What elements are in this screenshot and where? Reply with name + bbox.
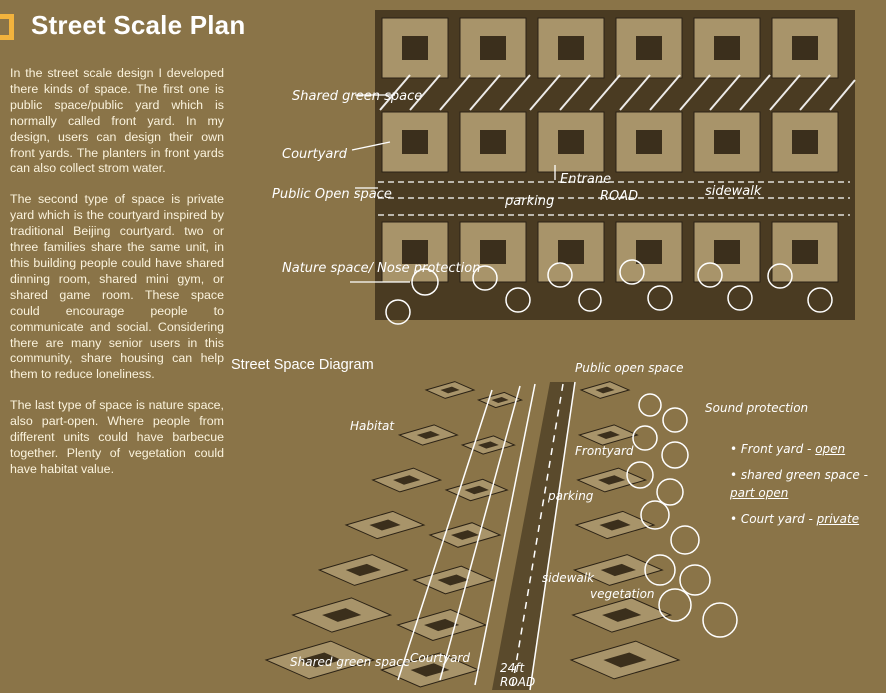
diagram-legend [730, 440, 880, 536]
plan-courtyard-0-0 [402, 36, 428, 60]
plan-courtyard-0-1 [480, 36, 506, 60]
paragraph-3: The last type of space is nature space, also part-open. Where people from different units could have barbecue together. Plenty of vegetation could have habitat value. [10, 398, 224, 476]
plan-label-entrance: Entrane [560, 172, 612, 187]
plan-courtyard-0-4 [714, 36, 740, 60]
plan-courtyard-1-4 [714, 130, 740, 154]
diagram-label-parking: parking [548, 489, 594, 503]
plan-courtyard-2-4 [714, 240, 740, 264]
diagram-label-public-open: Public open space [575, 361, 684, 375]
diagram-label-sidewalk: sidewalk [542, 571, 595, 585]
diagram-label-habitat: Habitat [350, 419, 395, 433]
plan-courtyard-1-0 [402, 130, 428, 154]
plan-courtyard-2-2 [558, 240, 584, 264]
legend-item-courtyard: • Court yard - private [730, 512, 860, 526]
paragraph-1: In the street scale design I developed there kinds of space. The first one is public space/public yard which is normally called front yard. In my design, users can design their own front yards. The planters in front yards can also collect strom water. [10, 66, 224, 176]
diagram-label-road: ROAD [500, 675, 536, 689]
legend-item-front-yard: • Front yard - open [730, 442, 846, 456]
paragraph-2: The second type of space is private yard which is the courtyard inspired by traditional Beijing courtyard. two or three families share the same unit, in this building people could have shared dinning room, shared mini gym, or shared game room. These space could encourage people to communicate and social. Considering there are many senior users in this community, share housing can help them to reduce loneliness. [10, 192, 224, 382]
page-title: Street Scale Plan [31, 10, 246, 40]
plan-label-public-open: Public Open space [272, 187, 392, 202]
legend-item-shared-green: • shared green space - part open [730, 468, 868, 500]
description-text [10, 66, 224, 493]
plan-courtyard-2-3 [636, 240, 662, 264]
diagram-label-road-width: 24ft [500, 661, 525, 675]
plan-label-nature: Nature space/ Nose protection [282, 261, 481, 276]
diagram-label-shared-green: Shared green space [290, 655, 411, 669]
plan-courtyard-0-5 [792, 36, 818, 60]
plan-label-courtyard: Courtyard [282, 147, 347, 162]
plan-courtyard-2-5 [792, 240, 818, 264]
plan-label-shared-green: Shared green space [292, 89, 423, 104]
accent-square-icon [0, 14, 14, 40]
diagram-label-vegetation: vegetation [590, 587, 655, 601]
plan-label-road: ROAD [600, 189, 639, 204]
plan-courtyard-0-3 [636, 36, 662, 60]
diagram-title: Street Space Diagram [231, 357, 374, 373]
plan-label-parking: parking [505, 194, 555, 209]
plan-courtyard-1-5 [792, 130, 818, 154]
plan-courtyard-1-3 [636, 130, 662, 154]
diagram-label-courtyard: Courtyard [410, 651, 470, 665]
plan-label-sidewalk: sidewalk [705, 184, 762, 199]
plan-courtyard-1-1 [480, 130, 506, 154]
diagram-label-frontyard: Frontyard [575, 444, 634, 458]
street-plan-image [260, 0, 886, 340]
plan-courtyard-2-1 [480, 240, 506, 264]
plan-courtyard-1-2 [558, 130, 584, 154]
diagram-label-sound: Sound protection [705, 401, 809, 415]
plan-courtyard-0-2 [558, 36, 584, 60]
